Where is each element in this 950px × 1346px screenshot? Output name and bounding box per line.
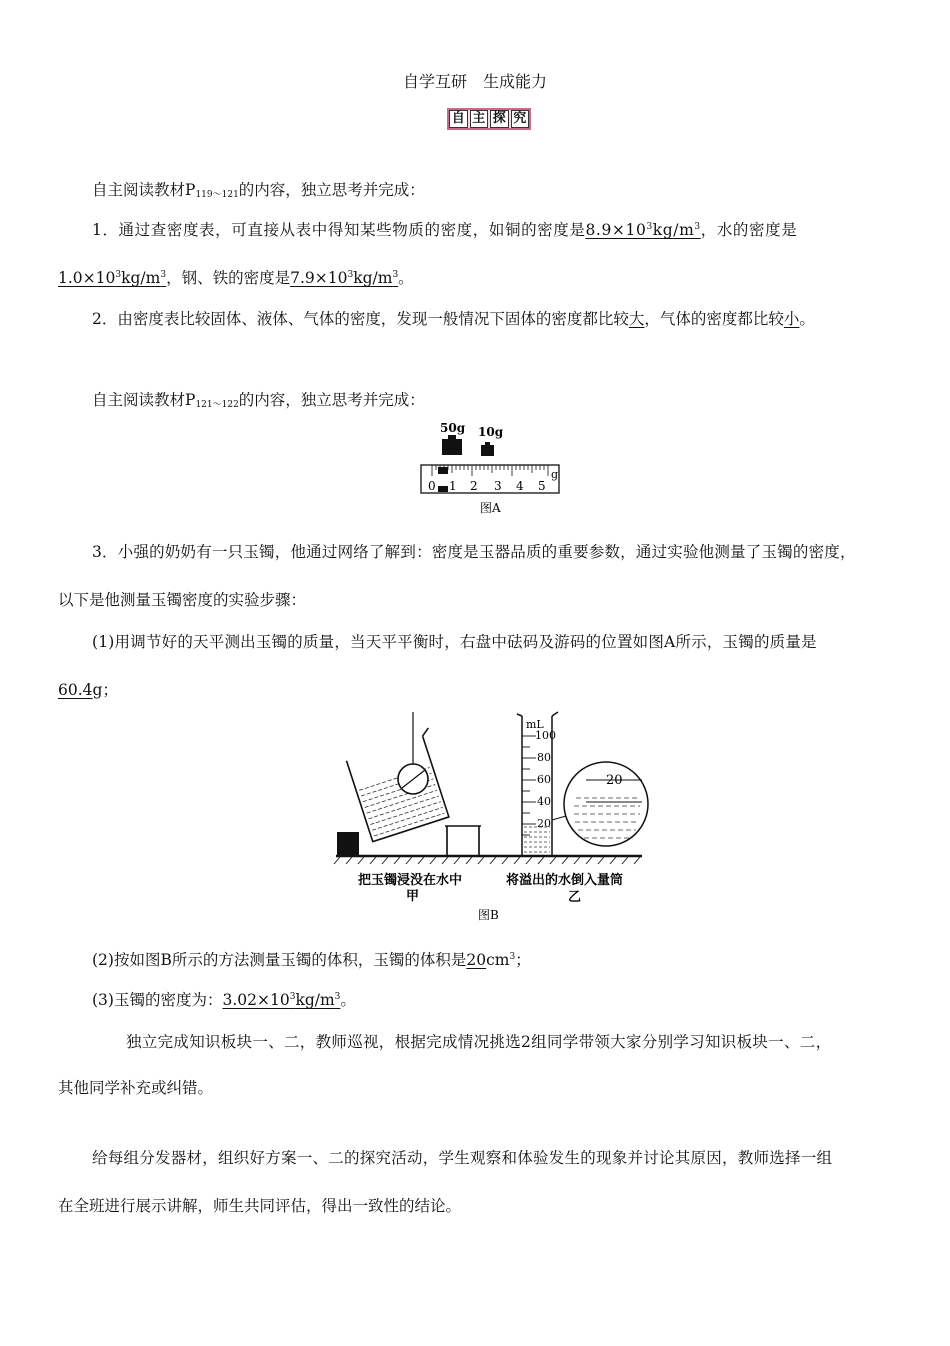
cylinder-unit: mL [526,718,544,731]
support-block [337,832,359,856]
tick-label: 2 [470,479,478,493]
scale-label: 40 [537,795,551,808]
tick-label: 0 [428,479,436,493]
magnified-value: 20 [606,773,623,788]
tick-label: 1 [449,479,457,493]
volume-answer: 20 [466,951,487,969]
rider-top [438,467,448,474]
teacher-note-2-line1: 给每组分发器材，组织好方案一、二的探究活动，学生观察和体验发生的现象并讨论其原因，教师选择一组 [92,1149,833,1167]
question-1-line1: 1．通过查密度表，可直接从表中得知某些物质的密度，如铜的密度是$8.9\times 10^3kg/m^3$，水的密度是 [92,221,798,239]
scale-label: 60 [537,773,551,786]
solid-density-answer: 大 [628,310,645,328]
weight-10g [481,445,494,456]
label-pour: 将溢出的水倒入量筒 [506,873,624,888]
section1-intro: 自主阅读教材$P_{119\sim 121}$的内容，独立思考并完成： [92,181,425,200]
question-3-line1: 3．小强的奶奶有一只玉镯，他通过网络了解到：密度是玉器品质的重要参数，通过实验他测量了玉镯的密度， [92,543,856,561]
scale-label: 100 [535,729,556,742]
figure-a-balance-scale [418,418,568,518]
tick-label: 4 [516,479,524,493]
badge-char: 探 [490,110,509,128]
question-3-step2: (2)按如图B所示的方法测量玉镯的体积，玉镯的体积是$20cm^3$； [92,951,531,969]
question-3-step1: (1)用调节好的天平测出玉镯的质量，当天平平衡时，右盘中砝码及游码的位置如图A所示，玉镯的质量是 [92,633,817,651]
question-1-line2: $1.0\times 10^3kg/m^3$，钢、铁的密度是$7.9\times 10^3kg/m^3$。 [58,269,414,287]
badge-char: 主 [470,110,489,128]
label-jia: 甲 [406,889,420,904]
section2-intro: 自主阅读教材$P_{121\sim 122}$的内容，独立思考并完成： [92,391,425,410]
question-2: 2．由密度表比较固体、液体、气体的密度，发现一般情况下固体的密度都比较大，气体的密度都比较小。 [92,310,815,328]
figure-b-caption: 图B [478,908,499,922]
label-immerse: 把玉镯浸没在水中 [358,873,463,888]
water-density-answer: $1.0\times 10^3kg/m^3$ [58,269,167,287]
teacher-note-1-line2: 其他同学补充或纠错。 [58,1079,214,1097]
gas-density-answer: 小 [783,310,800,328]
question-3-mass: 60.4g； [58,681,118,699]
catch-beaker [445,826,481,856]
steel-density-answer: $7.9\times 10^3kg/m^3$ [290,269,399,287]
figure-b-overflow-experiment [330,706,650,928]
badge-char: 自 [449,110,468,128]
teacher-note-1-line1: 独立完成知识板块一、二，教师巡视，根据完成情况挑选2组同学带领大家分别学习知识板块一、二， [126,1033,832,1051]
tick-label: 5 [538,479,546,493]
page-title: 自学互研 生成能力 [402,72,547,91]
weight-10g-label: 10g [478,425,504,439]
copper-density-answer: $8.9\times 10^3kg/m^3$ [585,221,701,239]
question-3-line2: 以下是他测量玉镯密度的实验步骤： [58,591,307,609]
badge-char: 究 [511,110,530,128]
weight-50g [442,439,462,455]
question-3-step3: (3)玉镯的密度为：$3.02\times 10^3kg/m^3$。 [92,991,356,1009]
svg-text:g: g [551,468,559,481]
weight-50g-label: 50g [440,421,466,435]
scale-label: 80 [537,751,551,764]
mass-answer: 60.4 [58,681,93,699]
teacher-note-2-line2: 在全班进行展示讲解，师生共同评估，得出一致性的结论。 [58,1197,462,1215]
density-answer: $3.02\times 10^3kg/m^3$ [222,991,341,1009]
label-yi: 乙 [568,890,582,905]
scale-label: 20 [537,817,551,830]
rider-bottom [438,486,448,492]
section-badge [447,108,531,130]
tick-label: 3 [494,479,502,493]
figure-a-caption: 图A [480,501,501,515]
